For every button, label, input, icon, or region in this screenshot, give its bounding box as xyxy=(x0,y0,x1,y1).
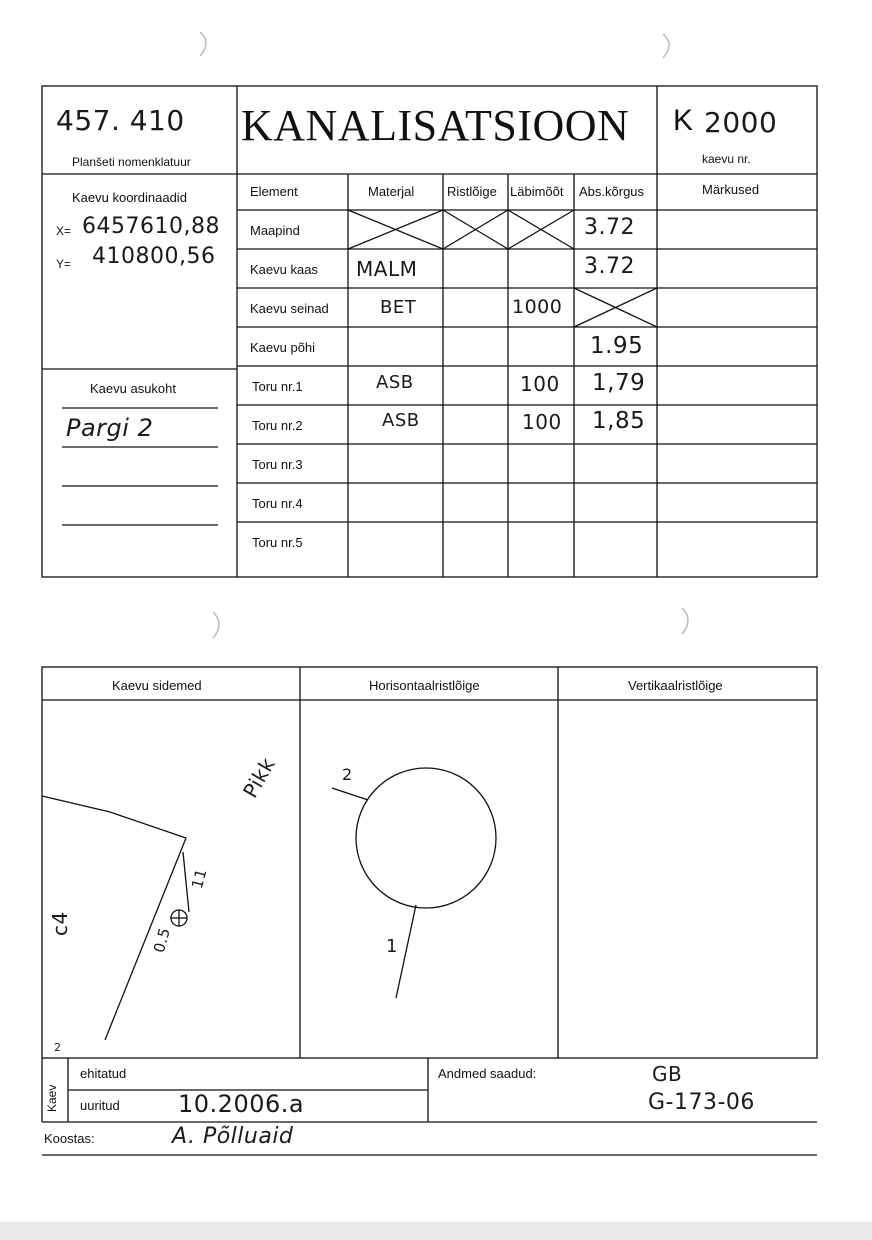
pipe-1-note: 1 xyxy=(386,936,398,957)
well-number: 2000 xyxy=(704,106,778,139)
cell-abs-ground: 3.72 xyxy=(584,215,635,240)
data-source-value-1: GB xyxy=(652,1062,683,1086)
scan-edge xyxy=(0,1222,872,1240)
well-prefix: K xyxy=(673,104,694,137)
x-coordinate: 6457610,88 xyxy=(82,214,220,239)
sketch-header-horizontal: Horisontaalristlõige xyxy=(369,678,480,693)
col-header-diameter: Läbimõõt xyxy=(510,184,564,199)
row-label-pipe-5: Toru nr.5 xyxy=(252,535,303,550)
row-label-pipe-1: Toru nr.1 xyxy=(252,379,303,394)
col-header-element: Element xyxy=(250,184,298,199)
pipe-2-note: 2 xyxy=(342,765,353,784)
col-header-cross-section: Ristlõige xyxy=(447,184,497,199)
author-label: Koostas: xyxy=(44,1131,95,1146)
row-label-bottom: Kaevu põhi xyxy=(250,340,316,355)
location-label: Kaevu asukoht xyxy=(90,381,177,396)
corner-note: 2 xyxy=(54,1041,62,1054)
side-note: c4 xyxy=(48,911,72,936)
row-label-pipe-4: Toru nr.4 xyxy=(252,496,303,511)
row-label-pipe-2: Toru nr.2 xyxy=(252,418,303,433)
cell-abs-bottom: 1.95 xyxy=(590,333,644,359)
built-label: ehitatud xyxy=(80,1066,127,1081)
row-label-ground: Maapind xyxy=(250,223,300,238)
row-label-pipe-3: Toru nr.3 xyxy=(252,457,303,472)
y-prefix: Y= xyxy=(56,257,72,271)
cell-material-lid: MALM xyxy=(356,257,418,281)
cell-abs-pipe-1: 1,79 xyxy=(592,370,646,396)
col-header-elevation: Abs.kõrgus xyxy=(579,184,645,199)
row-label-walls: Kaevu seinad xyxy=(250,301,329,316)
cell-material-pipe-2: ASB xyxy=(382,410,420,431)
cell-abs-lid: 3.72 xyxy=(584,254,635,279)
street-name-note: Pikk xyxy=(238,753,280,802)
cell-material-pipe-1: ASB xyxy=(376,372,414,393)
checked-date: 10.2006.a xyxy=(178,1090,305,1118)
nomenclature-value: 457. 410 xyxy=(56,104,185,137)
checked-label: uuritud xyxy=(80,1098,120,1113)
sketch-header-ties: Kaevu sidemed xyxy=(112,678,202,693)
author-value: A. Põlluaid xyxy=(172,1124,294,1149)
cell-material-walls: BET xyxy=(380,297,417,318)
x-prefix: X= xyxy=(56,224,72,238)
well-label: kaevu nr. xyxy=(702,152,751,166)
sketch-header-vertical: Vertikaalristlõige xyxy=(628,678,723,693)
col-header-material: Materjal xyxy=(368,184,415,199)
y-coordinate: 410800,56 xyxy=(92,244,216,269)
kaev-label: Kaev xyxy=(45,1084,59,1112)
distance-note-2: 0.5 xyxy=(150,925,174,955)
distance-note-1: 11 xyxy=(188,866,211,891)
row-label-lid: Kaevu kaas xyxy=(250,262,318,277)
col-header-remarks: Märkused xyxy=(702,182,760,197)
cell-diameter-pipe-2: 100 xyxy=(522,410,562,434)
location-value: Pargi 2 xyxy=(66,414,154,442)
page-title: KANALISATSIOON xyxy=(241,101,630,150)
nomenclature-label: Planšeti nomenklatuur xyxy=(72,155,191,169)
data-source-label: Andmed saadud: xyxy=(438,1066,537,1081)
data-source-value-2: G-173-06 xyxy=(648,1090,755,1115)
cell-abs-pipe-2: 1,85 xyxy=(592,408,646,434)
cell-diameter-walls: 1000 xyxy=(512,296,563,318)
coords-label: Kaevu koordinaadid xyxy=(72,190,187,205)
cell-diameter-pipe-1: 100 xyxy=(520,372,560,396)
